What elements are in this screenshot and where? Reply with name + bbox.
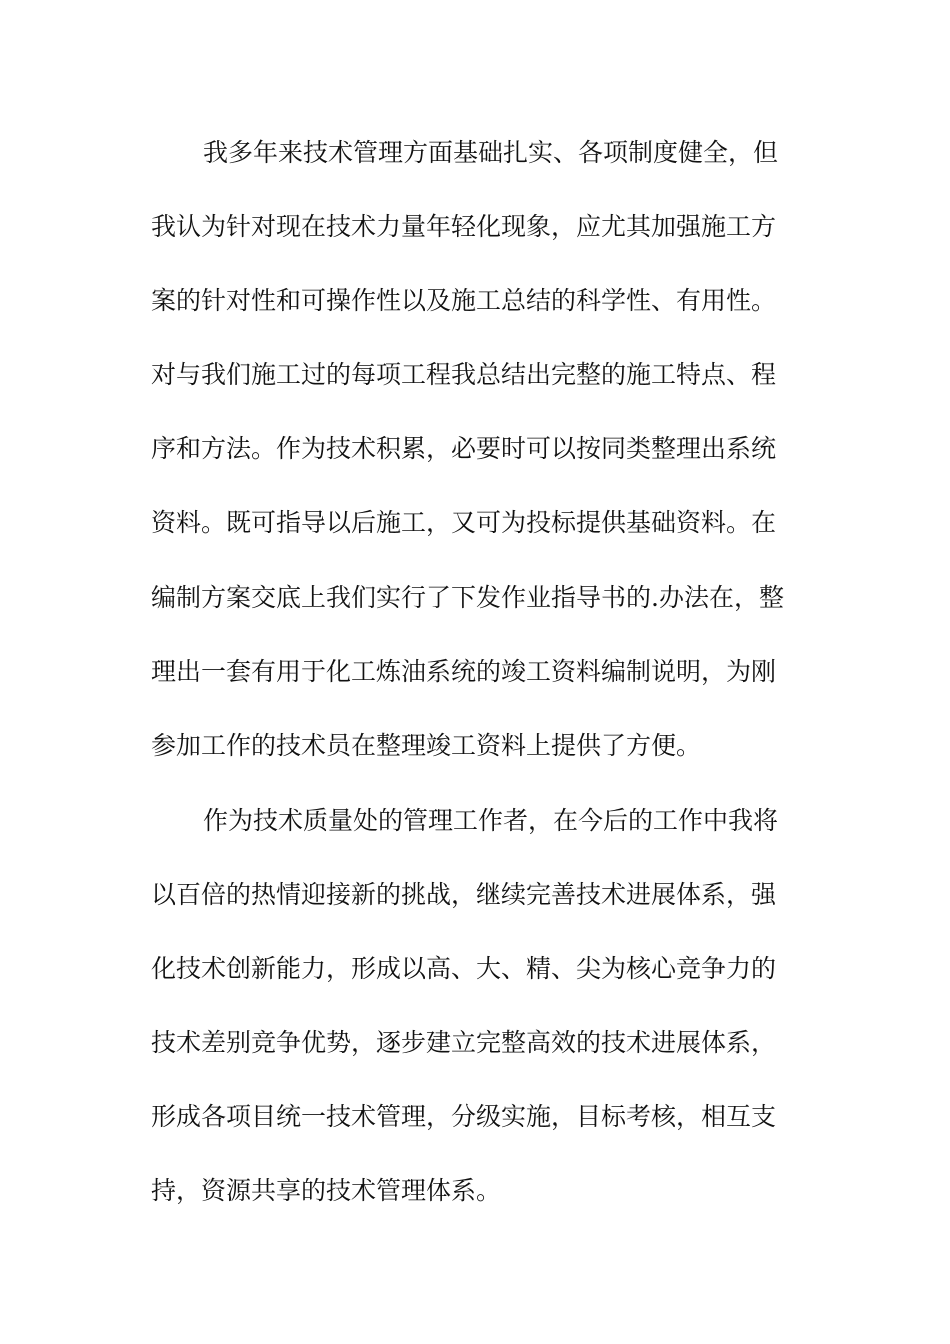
paragraph-1-line-2: 我认为针对现在技术力量年轻化现象，应尤其加强施工方 <box>151 212 777 241</box>
paragraph-1-line-8: 理出一套有用于化工炼油系统的竣工资料编制说明，为刚 <box>151 657 777 686</box>
paragraph-1-line-9: 参加工作的技术员在整理竣工资料上提供了方便。 <box>151 731 702 760</box>
paragraph-2-line-3: 化技术创新能力，形成以高、大、精、尖为核心竞争力的 <box>151 954 777 983</box>
paragraph-2-line-4: 技术差别竞争优势，逐步建立完整高效的技术进展体系， <box>151 1028 777 1057</box>
paragraph-1-line-1: 我多年来技术管理方面基础扎实、各项制度健全，但 <box>203 138 779 167</box>
paragraph-1-line-5: 序和方法。作为技术积累，必要时可以按同类整理出系统 <box>151 434 777 463</box>
paragraph-2-line-2: 以百倍的热情迎接新的挑战，继续完善技术进展体系，强 <box>151 880 777 909</box>
paragraph-1-line-6: 资料。既可指导以后施工，又可为投标提供基础资料。在 <box>151 508 777 537</box>
paragraph-2-line-5: 形成各项目统一技术管理，分级实施，目标考核，相互支 <box>151 1102 777 1131</box>
paragraph-2-line-6: 持，资源共享的技术管理体系。 <box>151 1176 502 1205</box>
paragraph-1-line-7: 编制方案交底上我们实行了下发作业指导书的.办法在，整 <box>151 583 784 612</box>
paragraph-2-line-1: 作为技术质量处的管理工作者，在今后的工作中我将 <box>203 806 779 835</box>
paragraph-1-line-4: 对与我们施工过的每项工程我总结出完整的施工特点、程 <box>151 360 777 389</box>
paragraph-1-line-3: 案的针对性和可操作性以及施工总结的科学性、有用性。 <box>151 286 777 315</box>
